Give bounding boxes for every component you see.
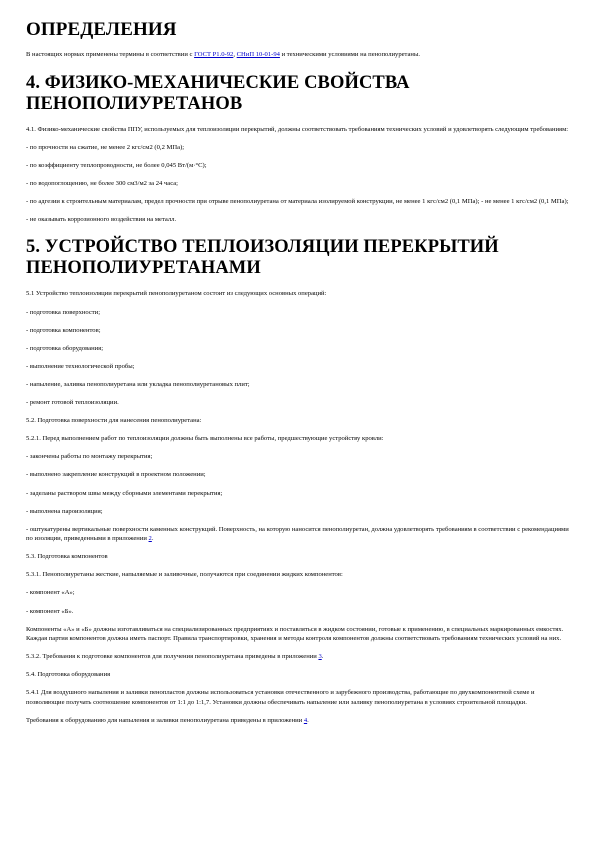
component-item: - компонент «А»; <box>26 589 75 597</box>
appendix-2-link[interactable]: 2 <box>148 535 152 543</box>
definitions-separator: , <box>233 51 237 58</box>
section5-paragraph: 5.3. Подготовка компонентов <box>26 553 108 561</box>
equipment-paragraph <box>26 716 571 726</box>
operation-item: - подготовка оборудования; <box>26 344 104 352</box>
section5-paragraph: 5.2. Подготовка поверхности для нанесения пенополиуретана: <box>26 417 202 425</box>
gost-link[interactable]: ГОСТ Р1.0-92 <box>194 51 234 58</box>
section4-paragraph: 4.1. Физико-механические свойства ППУ, используемых для теплоизоляции перекрытий, должны соответствовать требованиям технических условий и удовлетворять следующим требованиям: <box>26 125 569 133</box>
section5-paragraph: 5.2.1. Перед выполнением работ по теплоизоляции должны быть выполнены все работы, предшествующие устройству кровли: <box>26 435 384 443</box>
operation-item: - напыление, заливка пенополиуретана или укладка пенополиуретановых плит; <box>26 380 250 388</box>
components-paragraph <box>26 652 571 662</box>
work-item: - выполнена пароизоляция; <box>26 507 103 515</box>
section5-paragraph: 5.1 Устройство теплоизоляции перекрытий пенополиуретаном состоит из следующих основных операций: <box>26 290 327 298</box>
definitions-text-before: В настоящих нормах применены термины в соответствии с <box>26 51 195 58</box>
work-item: - заделаны раствором швы между сборными элементами перекрытия; <box>26 489 223 497</box>
operation-item: - подготовка поверхности; <box>26 308 101 316</box>
plaster-text: - оштукатурены вертикальные поверхности каменных конструкций. Поверхность, на которую наносится пенополиуретан, должна удовлетворять требованиям в соответствии с рекомендациями по изоляции, приведенными в приложении <box>26 525 569 543</box>
work-item: - выполнено закрепление конструкций в проектном положении; <box>26 471 206 479</box>
section4-paragraph: - не оказывать коррозионного воздействия на металл. <box>26 215 177 223</box>
operation-item: - выполнение технологической пробы; <box>26 362 135 370</box>
component-item: - компонент «Б». <box>26 607 74 615</box>
work-item: - закончены работы по монтажу перекрытия; <box>26 453 153 461</box>
operation-item: - подготовка компонентов; <box>26 326 101 334</box>
section4-paragraph: - по водопоглощению, не более 300 см3/м2 за 24 часа; <box>26 179 178 187</box>
appendix-3-link[interactable]: 3 <box>318 653 322 661</box>
section4-paragraph: - по адгезии к строительным материалам, предел прочности при отрыве пенополиуретана от материала изолируемой конструкции, не менее 1 кгс/см2 (0,1 МПа); - не менее 1 кгс/см2 (0,1 МПа); <box>26 197 569 205</box>
section4-heading: 4. ФИЗИКО-МЕХАНИЧЕСКИЕ СВОЙСТВА ПЕНОПОЛИУРЕТАНОВ <box>26 72 410 114</box>
section5-paragraph: 5.4.1 Для воздушного напыления и заливки пенопластов должны использоваться установки отечественного и зарубежного производства, работающие по двухкомпонентной схеме и позволяющие получать соотношение компонентов от 1:1 до 1:1,7. Установки должны обеспечивать напыление или заливку пенополиуретана в условиях строительной площадки. <box>26 689 535 706</box>
section5-paragraph: 5.4. Подготовка оборудования <box>26 671 111 679</box>
components-text-end: . <box>321 653 324 661</box>
section5-paragraph: 5.3.1. Пенополиуретаны жесткие, напыляемые и заливочные, получаются при соединении жидких компонентов: <box>26 571 343 579</box>
plaster-paragraph <box>26 525 571 544</box>
components-text: 5.3.2. Требования к подготовке компонентов для получения пенополиуретана приведены в приложении <box>26 653 319 661</box>
definitions-paragraph <box>26 50 571 60</box>
definitions-text-after: и техническими условиями на пенополиуретаны. <box>279 51 421 58</box>
equipment-text-end: . <box>307 717 309 725</box>
appendix-4-link[interactable]: 4 <box>303 717 308 725</box>
document-page <box>26 18 571 734</box>
plaster-text-end: . <box>151 535 154 543</box>
section5-paragraph: Компоненты «А» и «Б» должны изготавливаться на специализированных предприятиях и поставляться в жидком состоянии, готовые к применению, в специальных маркированных емкостях. Каждая партия компонентов должна иметь паспорт. Правила транспортировки, хранения и методы контроля компонентов должны соответствовать требованиям технических условий на них. <box>26 625 564 643</box>
snip-link[interactable]: СНиП 10-01-94 <box>236 51 280 58</box>
section4-paragraph: - по коэффициенту теплопроводности, не более 0,045 Вт/(м·°С); <box>26 161 207 169</box>
definitions-heading: ОПРЕДЕЛЕНИЯ <box>26 19 177 40</box>
equipment-text: Требования к оборудованию для напыления и заливки пенополиуретана приведены в приложении <box>26 717 304 725</box>
section5-heading: 5. УСТРОЙСТВО ТЕПЛОИЗОЛЯЦИИ ПЕРЕКРЫТИЙ ПЕНОПОЛИУРЕТАНАМИ <box>26 237 499 279</box>
operation-item: - ремонт готовой теплоизоляции. <box>26 399 119 407</box>
section4-paragraph: - по прочности на сжатие, не менее 2 кгс/см2 (0,2 МПа); <box>26 143 185 151</box>
